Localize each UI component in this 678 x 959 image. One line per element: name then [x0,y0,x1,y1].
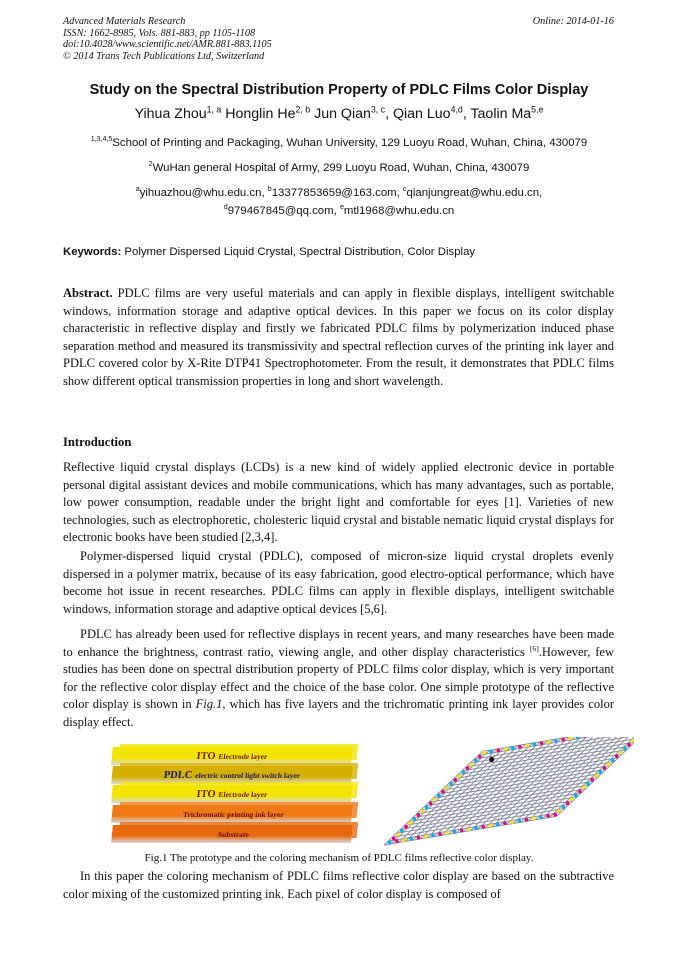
pixel-dot [388,841,392,845]
affiliation-1 [0,137,678,149]
pixel-dot [460,829,464,833]
abstract [63,285,614,391]
pixel-dot [540,741,544,745]
pixel-dot [437,794,441,798]
author-name: Taolin Ma [470,106,532,122]
pixel-dot [449,782,453,786]
pixel-dot [489,824,493,828]
pixel-dot [546,814,550,818]
pixel-dot-black [489,757,494,762]
pixel-dot [504,747,508,751]
pixel-dot [525,744,529,748]
layer-pdlc [111,766,353,784]
author-sup: 2, b [295,104,311,115]
pixel-dot [603,766,607,770]
pixel-dot [586,782,590,786]
pixel-dot [466,767,470,771]
affiliation-text: School of Printing and Packaging, Wuhan University, 129 Luoyu Road, Wuhan, China, 430079 [112,137,588,149]
intro-p3-text: .However, few studies has been done on spectral distribution property of PDLC films color display, which is very important for the reflective color display effect and the choice of the base color. One simple prototype of the reflective color display is shown in [63,644,614,712]
email-sup: c [402,186,407,194]
pixel-dot [582,786,586,790]
pixel-dot [429,802,433,806]
pixel-dot [412,817,416,821]
pixel-dot [503,821,507,825]
pixel-dot [607,762,611,766]
layer-label: PDLC [163,769,193,781]
journal-name: Advanced Materials Research [63,16,186,27]
issn-line: ISSN: 1662-8985, Vols. 881-883, pp 1105-1108 [63,27,256,39]
pixel-dot [497,749,501,753]
keywords [63,246,475,258]
figure-caption: Fig.1 The prototype and the coloring mechanism of PDLC films reflective color display. [144,852,534,864]
intro-p3-text: PDLC has already been used for reflective displays in recent years, and many researches have been made to enhance the brightness, contrast ratio, viewing angle, and other display characteristics [63,627,614,659]
layer-substrate [111,825,353,843]
pixel-dot [462,770,466,774]
pixel-dot [532,817,536,821]
affiliation-2 [0,162,678,174]
pixel-dot [481,825,485,829]
pixel-dot [627,743,631,747]
intro-p3-text: , which has five layers and the trichromatic printing ink layer provides color display effect. [63,697,614,729]
email-sup: e [339,204,344,212]
email-line-1 [0,187,678,199]
pixel-dot [392,837,396,841]
intro-paragraph-4: In this paper the coloring mechanism of PDLC films reflective color display are based on the subtractive color mixing of the customized printing ink. Each pixel of color display is composed of [63,869,614,901]
pixel-dot [562,805,566,809]
pixel-dot [433,798,437,802]
copyright-line: © 2014 Trans Tech Publications Ltd, Switzerland [63,50,265,62]
pixel-dot [561,738,565,742]
pixel-dot [547,740,551,744]
pixel-dot [453,778,457,782]
pixel-dot [467,827,471,831]
pixel-dot [599,770,603,774]
doi-line: doi:10.4028/www.scientific.net/AMR.881-883.1105 [63,39,272,51]
pixel-dot [421,809,425,813]
layer-sublabel: Trichromatic printing ink layer [182,809,285,819]
journal-header [63,16,272,62]
layer-ito-top [111,747,353,765]
pixel-dot [611,758,615,762]
email-b: 13377853659@163.com, [271,187,403,199]
pixel-dot [615,755,619,759]
author-name: Honglin He [225,106,296,122]
author-sup: 4,d [450,104,463,115]
pixel-dot [566,801,570,805]
layer-sublabel: electric control light switch layer [194,770,301,780]
pixel-dot [574,794,578,798]
pixel-dot [511,746,515,750]
pixel-dot [539,815,543,819]
pixel-dot [474,826,478,830]
pixel-dot [525,818,529,822]
pixel-dot [478,755,482,759]
pixel-dot [518,745,522,749]
pixel-dot [489,750,493,754]
pixel-dot [409,837,413,841]
pixel-dot [554,739,558,743]
pixel-dot [396,833,400,837]
email-c: qianjungreat@whu.edu.cn, [406,187,543,199]
author-name: Jun Qian [314,106,371,122]
email-d: 979467845@qq.com, [227,205,340,217]
pixel-dot [445,831,449,835]
pixel-dot [395,839,399,843]
pixel-dot [417,813,421,817]
pixel-dot [445,786,449,790]
keywords-label: Keywords: [63,246,122,258]
affiliation-sup: 1,3,4,5 [90,136,113,144]
pixel-dot [474,759,478,763]
keywords-text: Polymer Dispersed Liquid Crystal, Spectral Distribution, Color Display [121,246,476,258]
pixel-dot [470,763,474,767]
layer-sublabel: Electrode layer [218,751,268,761]
pixel-dot [533,743,537,747]
pixel-dot [424,835,428,839]
pixel-dot [438,832,442,836]
author-sup: 5,e [531,104,544,115]
pixel-dot [400,829,404,833]
pixel-dot [590,778,594,782]
section-heading-introduction: Introduction [63,435,132,449]
pixel-dot [404,825,408,829]
paper-title: Study on the Spectral Distribution Property of PDLC Films Color Display [89,82,589,98]
pixel-dot [558,809,562,813]
author-name: Yihua Zhou [134,106,207,122]
pixel-grid-diagram [374,737,634,849]
citation-sup: [6] [529,643,539,653]
pixel-dot [553,813,557,817]
email-e: mtl1968@whu.edu.cn [343,205,455,217]
layer-sublabel: Electrode layer [218,789,268,799]
email-a: yihuazhou@whu.edu.cn, [139,187,268,199]
pixel-dot [517,819,521,823]
abstract-text: PDLC films are very useful materials and can apply in flexible displays, intelligent switchable windows, information storage and adaptive optical devices. In this paper we focus on its color display characteristic in reflective display and firstly we fabricated PDLC films by polymerization induced phase separation method and measured its transmissivity and spectral reflection curves of the printing ink layer and PDLC covered color by X-Rite DTP41 Spectrophotometer. From the result, it demonstrates that PDLC films show different optical transmission properties in long and short wavelength. [63,286,614,388]
pixel-dot [402,838,406,842]
pixel-dot [570,797,574,801]
figure-reference: Fig.1 [195,697,223,712]
pixel-dot [453,830,457,834]
email-line-2 [0,205,678,217]
pixel-dot [458,774,462,778]
intro-paragraph-2: Polymer-dispersed liquid crystal (PDLC), composed of micron-size liquid crystal droplets evenly dispersed in a polymer matrix, because of its easy fabrication, good electro-optical performance, which have become hot issue in recent researches. PDLC films can apply in flexible displays, intelligent switchable windows, information storage and adaptive optical devices [5,6]. [63,549,614,616]
pixel-dot [431,833,435,837]
pixel-dot [510,820,514,824]
author-list: Yihua Zhou$^{1, a}$ Honglin He$^{2, b}$ Jun Qian$^{3, c}$, Qian Luo$^{4,d}$, Taolin Ma$^{5,e}$ [134,104,544,122]
pixel-dot [619,751,623,755]
figure-1 [112,737,632,849]
intro-paragraph-3 [63,626,614,732]
author-sup: 3, c [370,104,386,115]
pixel-dot [623,747,627,751]
affiliation-text: WuHan general Hospital of Army, 299 Luoyu Road, Wuhan, China, 430079 [152,162,530,174]
layer-ito-bottom [111,785,353,803]
email-sup: b [267,186,272,194]
abstract-label: Abstract. [63,286,113,300]
pixel-dot [425,806,429,810]
online-date: Online: 2014-01-16 [532,16,614,27]
layer-ink [111,805,353,823]
pixel-dot [578,790,582,794]
pixel-dot [482,751,486,755]
email-sup: a [135,186,140,194]
layer-label: ITO [195,788,217,800]
pixel-dot [441,790,445,794]
intro-paragraph-1: Reflective liquid crystal displays (LCDs) is a new kind of widely applied electronic device in portable personal digital assistant devices and mobile communications, which has many advantages, such as portable, low power consumption, readable under the bright light and comfortable for eyes [1]. Varieties of new technologies, such as electrophoretic, cholesteric liquid crystal and bistable nematic liquid crystal displays for electronic books have been studied [2,3,4]. [63,460,614,545]
pixel-dot [496,823,500,827]
layer-sublabel: Substrate [217,829,250,839]
affiliation-sup: 2 [148,161,153,169]
grid-group [384,737,634,845]
author-name: Qian Luo [392,106,451,122]
pixel-dot [594,774,598,778]
pixel-dot [417,836,421,840]
layer-label: ITO [195,750,217,762]
author-sup: 1, a [206,104,222,115]
pixel-dot [408,821,412,825]
email-sup: d [223,204,228,212]
